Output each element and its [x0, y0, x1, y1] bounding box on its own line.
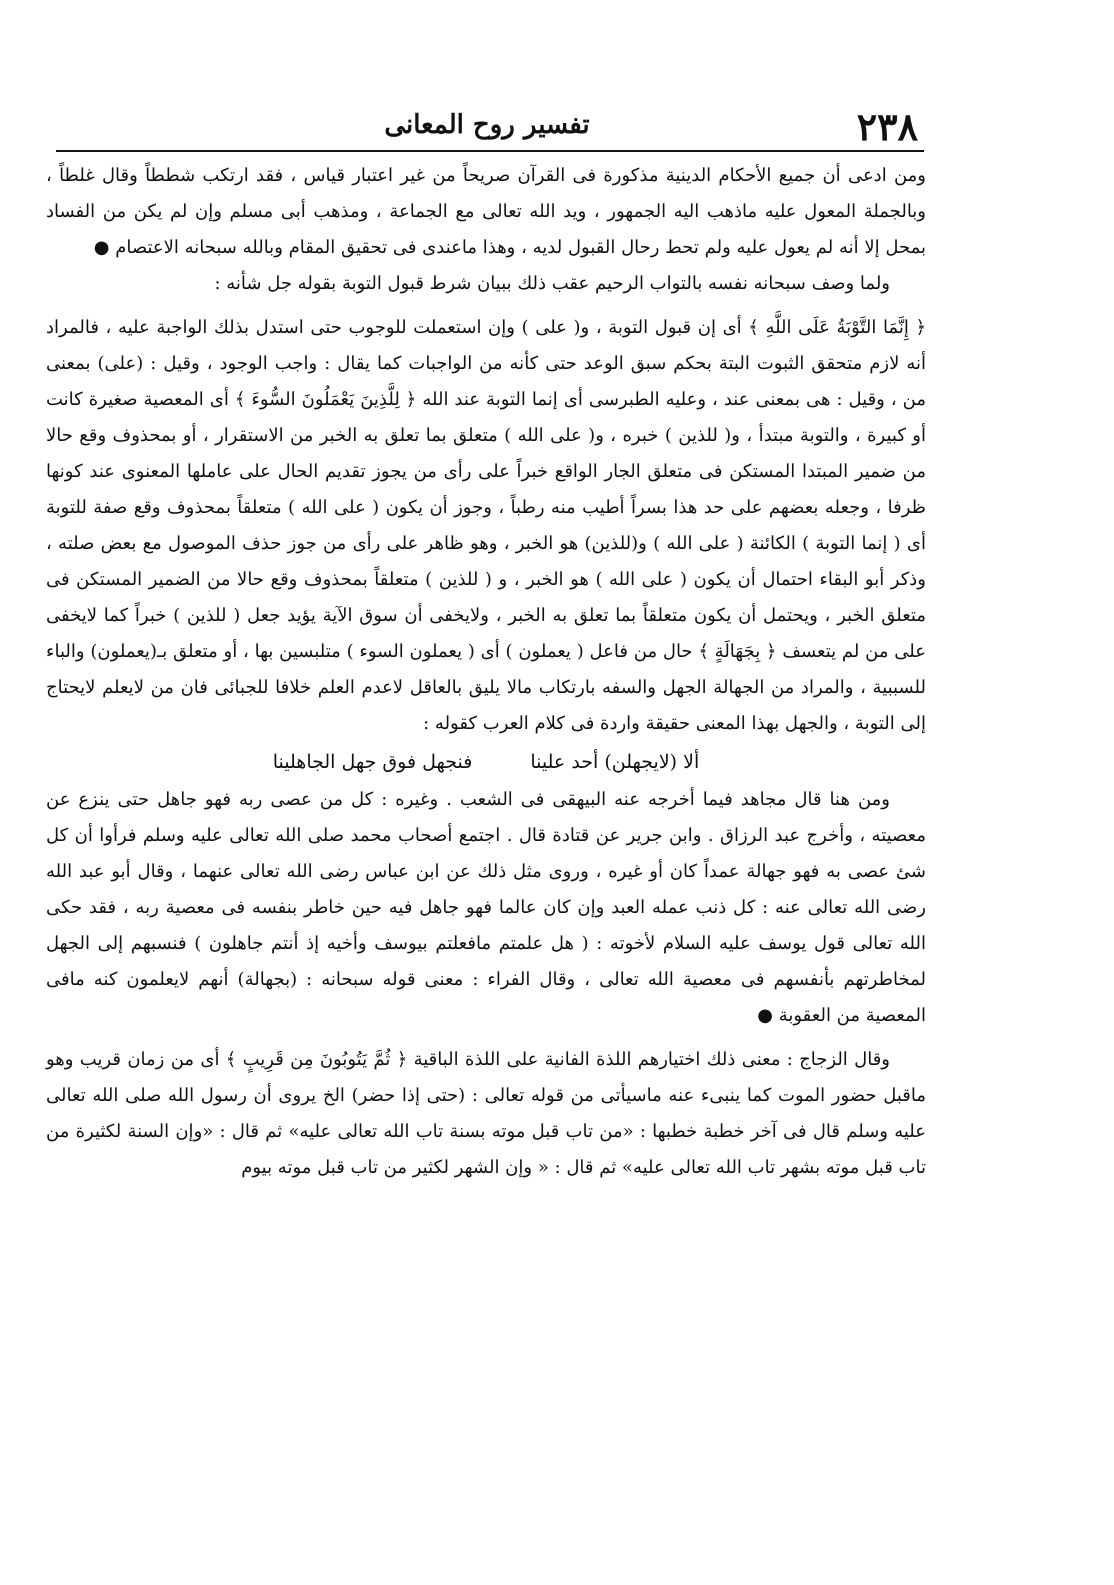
- paragraph: ومن ادعى أن جميع الأحكام الدينية مذكورة فى القرآن صريحاً من غير اعتبار قياس ، فقد ارتكب شططاً وقال غلطاً ، وبالجملة المعول عليه ماذهب اليه الجمهور ، ويد الله تعالى مع الجماعة ، ومذهب أبى مسلم وإن لم يكن من الفساد بمحل إلا أنه لم يعول عليه ولم تحط رحال القبول لديه ، وهذا ماعندى فى تحقيق المقام وبالله سبحانه الاعتصام ●: [46, 165, 926, 258]
- poetry-verse: [46, 742, 926, 782]
- page-number: ٢٣٨: [856, 104, 918, 149]
- body-text: [46, 158, 926, 1186]
- paragraph: ومن هنا قال مجاهد فيما أخرجه عنه البيهقى فى الشعب . وغيره : كل من عصى ربه فهو جاهل حتى ينزع عن معصيته ، وأخرج عبد الرزاق . وابن جرير عن قتادة قال . اجتمع أصحاب محمد صلى الله تعالى عليه وسلم فرأوا أن كل شئ عصى به فهو جهالة عمداً كان أو غيره ، وروى مثل ذلك عن ابن عباس رضى الله تعالى عنهما ، وقال أبو عبد الله رضى الله تعالى عنه : كل ذنب عمله العبد وإن كان عالما فهو جاهل فيه حين خاطر بنفسه فى معصية ربه ، فقد حكى الله تعالى قول يوسف عليه السلام لأخوته : ( هل علمتم مافعلتم بيوسف وأخيه إذ أنتم جاهلون ) فنسبهم إلى الجهل لمخاطرتهم بأنفسهم فى معصية الله تعالى ، وقال الفراء : معنى قوله سبحانه : (بجهالة) أنهم لايعلمون كنه مافى المعصية من العقوبة ●: [46, 789, 926, 1026]
- verse-hemistich-second: فنجهل فوق جهل الجاهلينا: [272, 751, 473, 773]
- header-rule: [56, 150, 924, 152]
- paragraph: وقال الزجاج : معنى ذلك اختيارهم اللذة الفانية على اللذة الباقية ﴿ ثُمَّ يَتُوبُونَ مِن قَرِيبٍ ﴾ أى من زمان قريب وهو ماقبل حضور الموت كما ينبىء عنه ماسيأتى من قوله تعالى : (حتى إذا حضر) الخ يروى أن رسول الله صلى الله تعالى عليه وسلم قال فى آخر خطبة خطبها : «من تاب قبل موته بسنة تاب الله تعالى عليه» ثم قال : «وإن السنة لكثيرة من تاب قبل موته بشهر تاب الله تعالى عليه» ثم قال : « وإن الشهر لكثير من تاب قبل موته بيوم: [46, 1049, 926, 1178]
- verse-hemistich-first: ألا (لايجهلن) أحد علينا: [530, 751, 700, 773]
- paragraph-gap: [46, 1034, 926, 1042]
- paragraph-gap: [46, 302, 926, 310]
- paragraph: ﴿ إِنَّمَا التَّوْبَةُ عَلَى اللَّهِ ﴾ أى إن قبول التوبة ، و( على ) وإن استعملت للوجوب حتى استدل بذلك الواجبة عليه ، فالمراد أنه لازم متحقق الثبوت البتة بحكم سبق الوعد حتى كأنه من الواجبات كما يقال : واجب الوجود ، وقيل : (على) بمعنى من ، وقيل : هى بمعنى عند ، وعليه الطبرسى أى إنما التوبة عند الله ﴿ لِلَّذِينَ يَعْمَلُونَ السُّوءَ ﴾ أى المعصية صغيرة كانت أو كبيرة ، والتوبة مبتدأ ، و( للذين ) خبره ، و( على الله ) متعلق بما تعلق به الخبر من الاستقرار ، أو بمحذوف وقع حالا من ضمير المبتدا المستكن فى متعلق الجار الواقع خبراً على رأى من يجوز تقديم الحال على عاملها المعنوى عند كونها ظرفا ، وجعله بعضهم على حد هذا بسراً أطيب منه رطباً ، وجوز أن يكون ( على الله ) متعلقاً بمحذوف وقع صفة للتوبة أى ( إنما التوبة ) الكائنة ( على الله ) و(للذين) هو الخبر ، وهو ظاهر على رأى من جوز حذف الموصول مع بعض صلته ، وذكر أبو البقاء احتمال أن يكون ( على الله ) هو الخبر ، و ( للذين ) متعلقاً بمحذوف وقع حالا من الضمير المستكن فى متعلق الخبر ، ويحتمل أن يكون متعلقاً بما تعلق به الخبر ، ولايخفى أن سوق الآية يؤيد جعل ( للذين ) خبراً كما لايخفى على من لم يتعسف ﴿ بِجَهَالَةٍ ﴾ حال من فاعل ( يعملون ) أى ( يعملون السوء ) متلبسين بها ، أو متعلق بـ(يعملون) والباء للسببية ، والمراد من الجهالة الجهل والسفه بارتكاب مالا يليق بالعاقل لاعدم العلم خلافا للجبائى فان من لايعلم لايحتاج إلى التوبة ، والجهل بهذا المعنى حقيقة واردة فى كلام العرب كقوله :: [46, 317, 926, 734]
- running-title: تفسير روح المعانى: [384, 110, 590, 140]
- page-header: [56, 100, 918, 148]
- paragraph: ولما وصف سبحانه نفسه بالتواب الرحيم عقب ذلك ببيان شرط قبول التوبة بقوله جل شأنه :: [214, 273, 890, 294]
